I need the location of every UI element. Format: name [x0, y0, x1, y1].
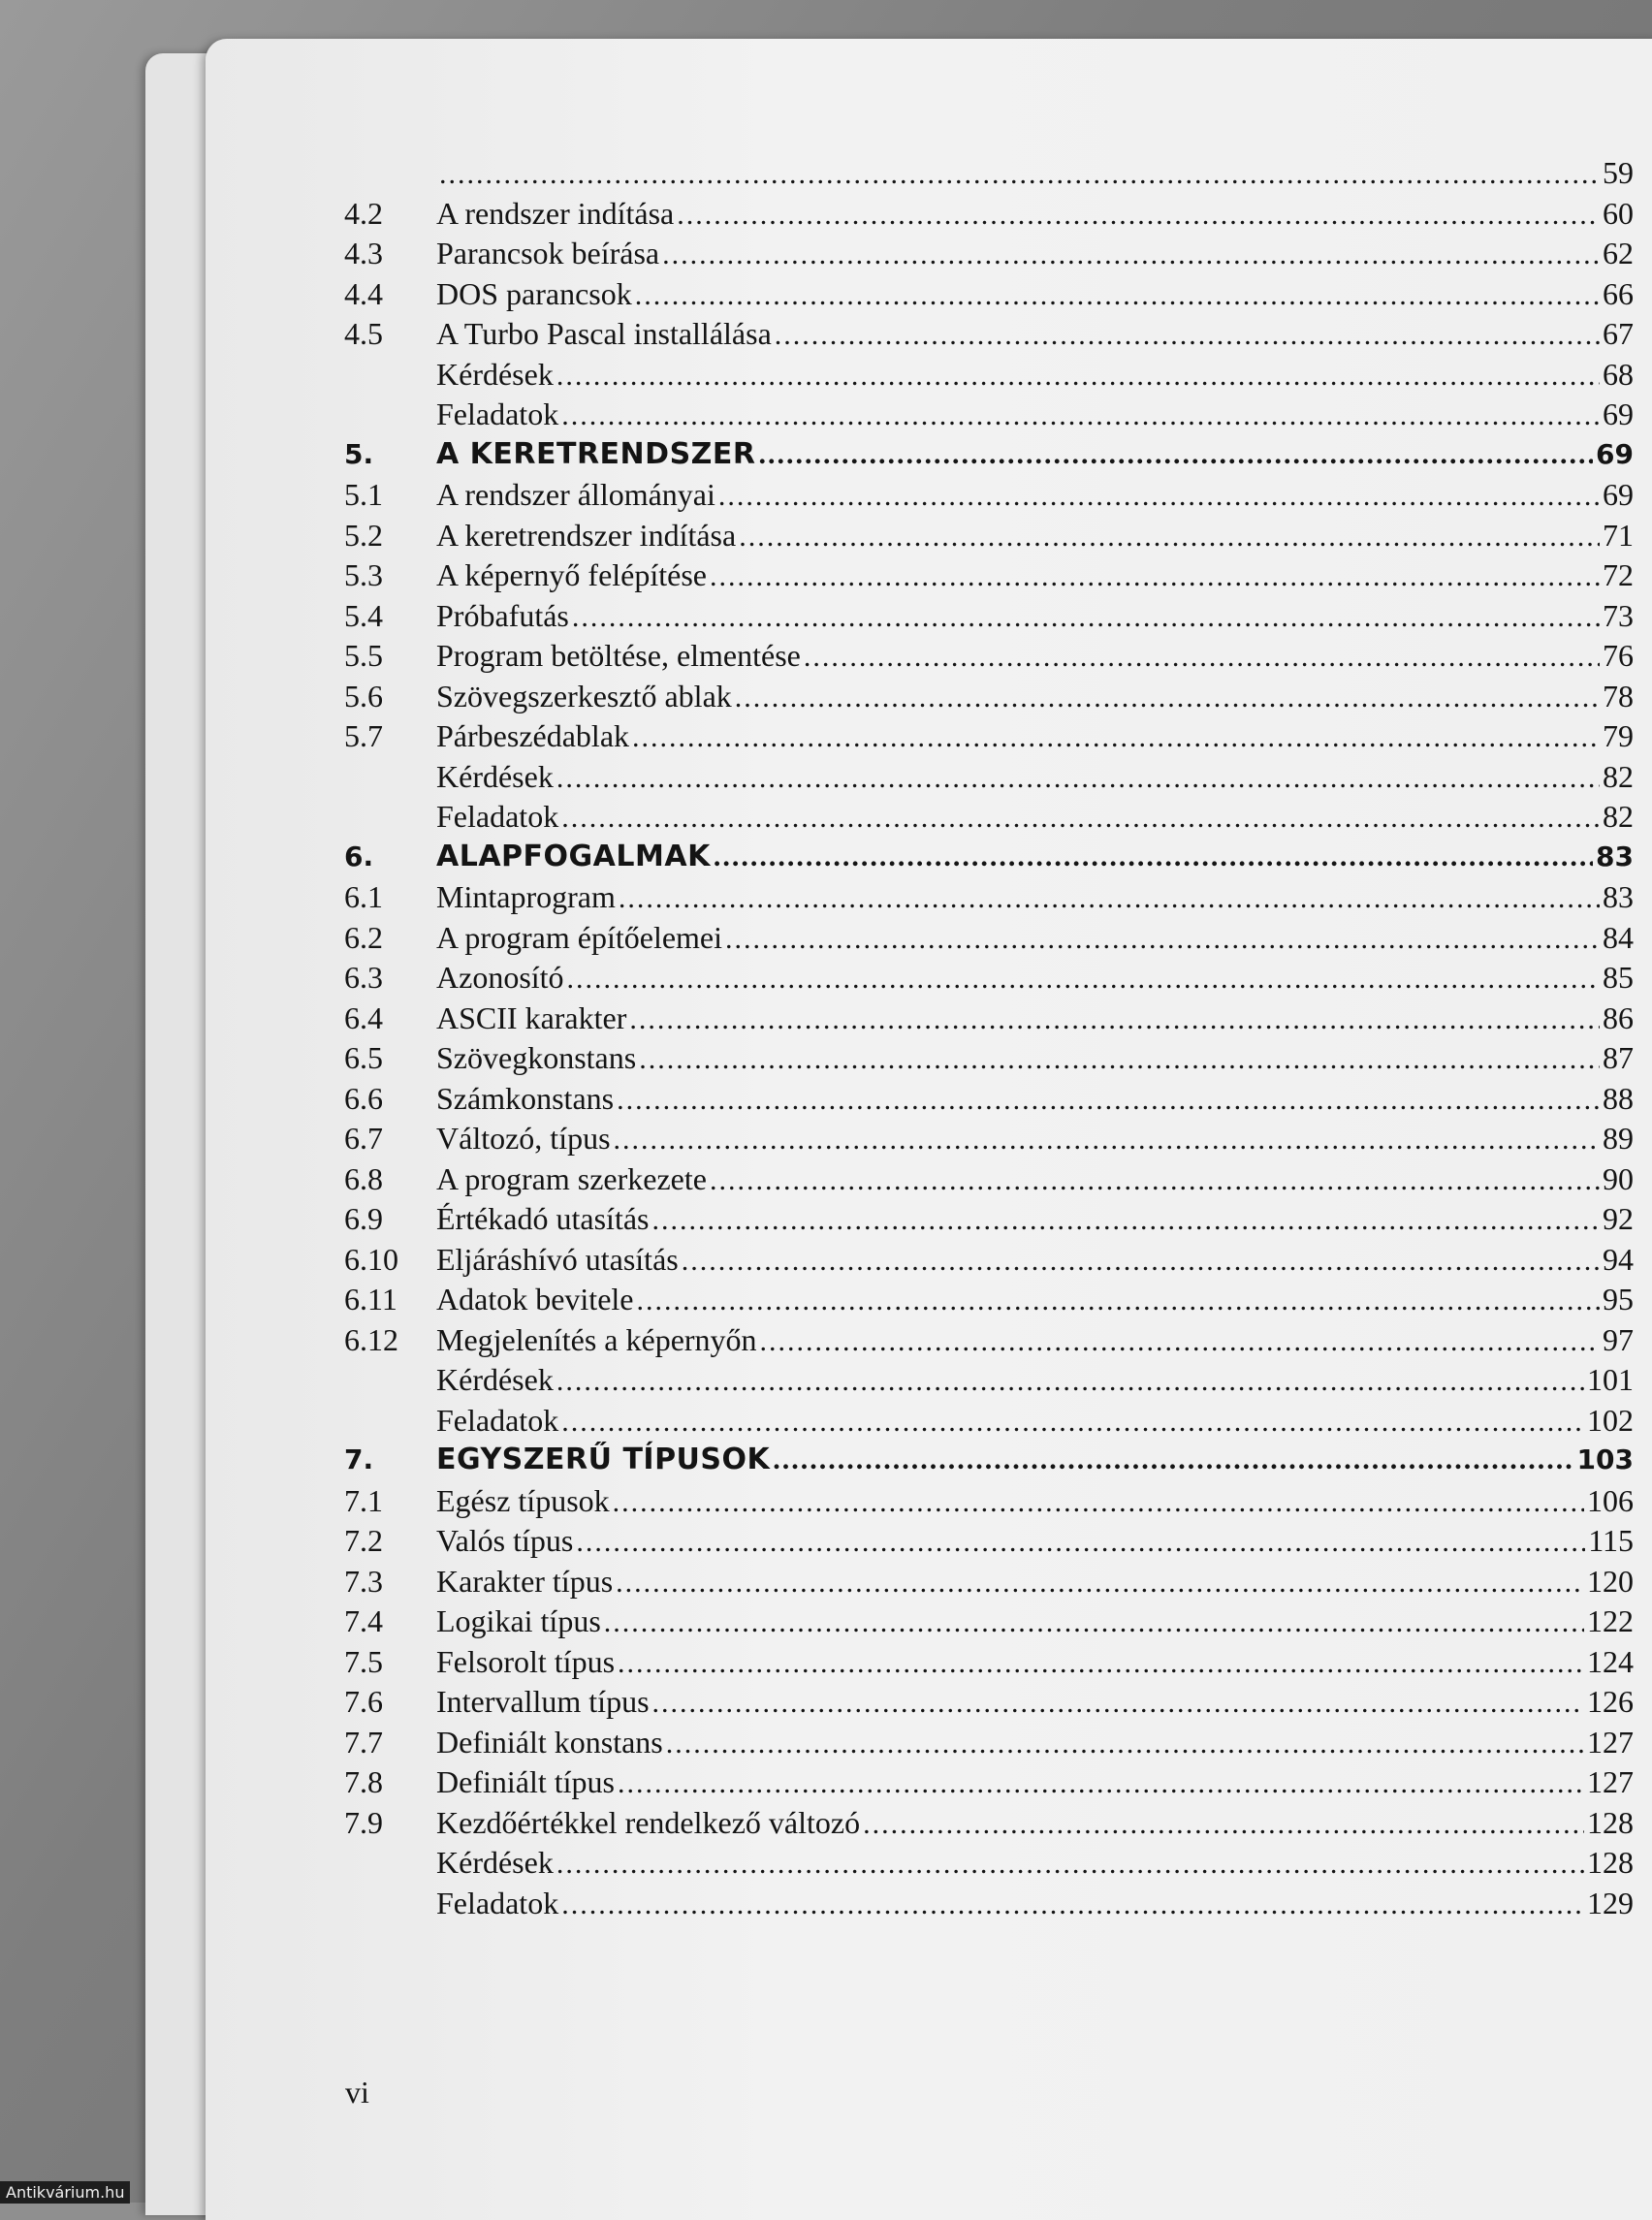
toc-section-row[interactable]	[344, 316, 1634, 355]
toc-section-row[interactable]	[344, 1684, 1634, 1723]
toc-leader-dots	[618, 1767, 1584, 1794]
toc-entry-title: Feladatok	[436, 1402, 559, 1438]
toc-section-row[interactable]	[344, 196, 1634, 235]
toc-leader-dots	[677, 199, 1600, 226]
toc-entry-title: Azonosító	[436, 960, 564, 995]
toc-entry-title: Feladatok	[436, 396, 559, 431]
toc-entry-title: Definiált konstans	[436, 1724, 663, 1760]
toc-entry-title: A program építőelemei	[436, 919, 723, 955]
toc-entry-title: Intervallum típus	[436, 1684, 650, 1719]
toc-leader-dots	[567, 963, 1600, 990]
toc-section-row[interactable]	[344, 1725, 1634, 1763]
toc-entry-title: Eljáráshívó utasítás	[436, 1241, 679, 1277]
toc-entry-number: 6.12	[344, 1321, 398, 1357]
toc-entry-title: DOS parancsok	[436, 275, 632, 311]
toc-leader-dots	[639, 1043, 1600, 1070]
toc-entry-title: Szövegszerkesztő ablak	[436, 678, 732, 714]
toc-page-number: 62	[1603, 236, 1634, 270]
toc-entry-number: 6.6	[344, 1080, 383, 1116]
toc-entry-title: Egész típusok	[436, 1482, 610, 1518]
toc-entry-title: Parancsok beírása	[436, 236, 660, 270]
toc-page-number: 86	[1603, 999, 1634, 1035]
toc-page-number: 124	[1587, 1643, 1634, 1679]
toc-entry-title: Feladatok	[436, 1885, 559, 1920]
toc-leader-dots	[614, 1124, 1600, 1151]
toc-entry-title: A Turbo Pascal installálása	[436, 316, 772, 351]
toc-entry-number: 5.4	[344, 597, 383, 633]
toc-entry-title: Valós típus	[436, 1523, 574, 1558]
toc-entry-title: Szövegkonstans	[436, 1040, 637, 1075]
toc-page-number: 94	[1603, 1241, 1634, 1277]
toc-entry-title: ALAPFOGALMAK	[436, 839, 711, 873]
toc-leader-dots	[629, 1003, 1600, 1031]
toc-section-row[interactable]	[344, 1081, 1634, 1120]
toc-entry-title: ASCII karakter	[436, 999, 627, 1035]
toc-entry-number: 6.5	[344, 1040, 383, 1075]
toc-leader-dots	[439, 158, 1600, 185]
toc-leader-dots	[576, 1526, 1585, 1553]
toc-leader-dots	[604, 1606, 1584, 1633]
toc-entry-title: Megjelenítés a képernyőn	[436, 1321, 757, 1357]
toc-entry-number: 5.7	[344, 718, 383, 753]
toc-page-number: 129	[1587, 1885, 1634, 1920]
toc-page-number: 69	[1603, 477, 1634, 512]
toc-page-number: 126	[1587, 1684, 1634, 1719]
toc-page-number: 72	[1603, 557, 1634, 592]
toc-entry-number: 5.6	[344, 678, 383, 714]
watermark-label: Antikvárium.hu	[0, 2181, 130, 2204]
toc-section-row[interactable]	[344, 396, 1634, 435]
toc-section-row[interactable]	[344, 1040, 1634, 1079]
toc-page-number: 82	[1603, 799, 1634, 834]
toc-entry-title: Feladatok	[436, 799, 559, 834]
toc-page-number: 128	[1587, 1845, 1634, 1880]
toc-entry-number: 5.3	[344, 557, 383, 592]
toc-section-row[interactable]	[344, 638, 1634, 677]
toc-page-number: 79	[1603, 718, 1634, 753]
toc-leader-dots	[635, 279, 1600, 306]
toc-leader-dots	[666, 1728, 1584, 1755]
toc-leader-dots	[632, 721, 1600, 748]
toc-entry-number: 6.8	[344, 1160, 383, 1196]
toc-section-row[interactable]	[344, 1564, 1634, 1602]
toc-leader-dots	[613, 1486, 1584, 1513]
toc-entry-title: Számkonstans	[436, 1080, 615, 1116]
toc-entry-title: Kérdések	[436, 1362, 554, 1397]
toc-entry-number: 7.5	[344, 1643, 383, 1679]
toc-page-number: 73	[1603, 597, 1634, 633]
toc-page-number: 84	[1603, 919, 1634, 955]
toc-entry-title: Kérdések	[436, 1845, 554, 1880]
toc-page-number: 76	[1603, 638, 1634, 673]
toc-leader-dots	[662, 238, 1600, 266]
toc-entry-title: A KERETRENDSZER	[436, 436, 756, 471]
toc-entry-title: A program szerkezete	[436, 1160, 707, 1196]
toc-page-number: 97	[1603, 1321, 1634, 1357]
toc-page-number: 115	[1588, 1523, 1634, 1558]
toc-page-number: 71	[1603, 517, 1634, 553]
toc-section-row[interactable]	[344, 920, 1634, 959]
toc-section-row[interactable]	[344, 1805, 1634, 1844]
toc-page-number: 67	[1603, 316, 1634, 351]
toc-entry-title: Kérdések	[436, 758, 554, 794]
toc-page-number: 127	[1587, 1724, 1634, 1760]
toc-leader-dots	[556, 1848, 1584, 1875]
toc-entry-title: A keretrendszer indítása	[436, 517, 737, 553]
toc-leader-dots	[652, 1687, 1584, 1714]
toc-entry-title: A rendszer indítása	[436, 195, 675, 231]
toc-page-number: 69	[1596, 437, 1634, 470]
toc-section-row[interactable]	[344, 1403, 1634, 1442]
toc-chapter-row[interactable]	[344, 840, 1634, 878]
toc-leader-dots	[618, 1647, 1584, 1674]
toc-section-row[interactable]	[344, 1282, 1634, 1320]
toc-leader-dots	[773, 1443, 1573, 1471]
toc-entry-title: A rendszer állományai	[436, 477, 715, 512]
toc-entry-number: 7.9	[344, 1804, 383, 1840]
toc-entry-number: 4.5	[344, 316, 383, 351]
toc-leader-dots	[616, 1567, 1584, 1594]
toc-page-number: 95	[1603, 1282, 1634, 1316]
toc-section-row[interactable]	[344, 1845, 1634, 1884]
toc-section-row[interactable]	[344, 1161, 1634, 1200]
toc-page-number: 122	[1587, 1603, 1634, 1638]
toc-page-number: 59	[1603, 155, 1634, 190]
toc-entry-title: Próbafutás	[436, 597, 569, 633]
toc-section-row[interactable]	[344, 679, 1634, 717]
toc-entry-number: 5.5	[344, 638, 383, 673]
toc-section-row[interactable]	[344, 960, 1634, 999]
toc-leader-dots	[561, 1888, 1584, 1916]
toc-entry-title: Felsorolt típus	[436, 1643, 616, 1679]
toc-entry-number: 7.8	[344, 1764, 383, 1799]
toc-entry-title: A képernyő felépítése	[436, 557, 707, 592]
toc-entry-title: Értékadó utasítás	[436, 1201, 650, 1236]
toc-leader-dots	[863, 1808, 1584, 1835]
toc-section-row[interactable]	[344, 799, 1634, 838]
toc-page-number: 88	[1603, 1080, 1634, 1116]
toc-page-number: 66	[1603, 275, 1634, 311]
toc-entry-number: 5.	[344, 437, 374, 470]
toc-section-row[interactable]	[344, 1886, 1634, 1924]
toc-entry-number: 6.1	[344, 879, 383, 914]
toc-leader-dots	[561, 1406, 1584, 1433]
toc-section-row[interactable]	[344, 357, 1634, 396]
toc-section-row[interactable]	[344, 718, 1634, 757]
toc-entry-number: 5.2	[344, 517, 383, 553]
toc-leader-dots	[760, 1325, 1600, 1352]
toc-entry-number: 7.4	[344, 1603, 383, 1638]
toc-page-number: 87	[1603, 1040, 1634, 1075]
toc-page-number: 82	[1603, 758, 1634, 794]
toc-page-number: 68	[1603, 356, 1634, 392]
toc-entry-number: 6.	[344, 840, 374, 872]
toc-leader-dots	[651, 1204, 1600, 1231]
toc-entry-number: 6.3	[344, 960, 383, 995]
toc-entry-number: 6.7	[344, 1121, 383, 1156]
toc-page-number: 90	[1603, 1160, 1634, 1196]
toc-leader-dots	[556, 1365, 1584, 1392]
toc-entry-title: Definiált típus	[436, 1764, 615, 1799]
toc-leader-dots	[710, 1164, 1600, 1191]
toc-page-number: 128	[1587, 1804, 1634, 1840]
toc-entry-title: Párbeszédablak	[436, 718, 630, 753]
toc-entry-number: 7.	[344, 1443, 374, 1475]
toc-entry-title: Kezdőértékkel rendelkező változó	[436, 1804, 861, 1840]
toc-leader-dots	[636, 1284, 1600, 1312]
toc-entry-title: Mintaprogram	[436, 879, 616, 914]
toc-page-number: 127	[1587, 1764, 1634, 1799]
toc-entry-number: 5.1	[344, 477, 383, 512]
toc-section-row[interactable]	[344, 155, 1634, 194]
toc-leader-dots	[739, 521, 1600, 548]
toc-page-number: 78	[1603, 678, 1634, 714]
toc-entry-title: EGYSZERŰ TÍPUSOK	[436, 1443, 771, 1476]
toc-entry-number: 7.7	[344, 1724, 383, 1760]
toc-section-row[interactable]	[344, 1362, 1634, 1401]
toc-leader-dots	[804, 641, 1600, 668]
toc-section-row[interactable]	[344, 1644, 1634, 1683]
toc-section-row[interactable]	[344, 1764, 1634, 1803]
toc-entry-number: 7.3	[344, 1563, 383, 1599]
toc-entry-number: 4.3	[344, 236, 383, 270]
toc-entry-number: 7.2	[344, 1523, 383, 1558]
toc-page-number: 103	[1576, 1443, 1634, 1475]
toc-entry-title: Logikai típus	[436, 1603, 601, 1638]
toc-leader-dots	[572, 601, 1600, 628]
toc-leader-dots	[561, 802, 1600, 829]
toc-page-number: 92	[1603, 1201, 1634, 1236]
toc-leader-dots	[619, 882, 1600, 909]
toc-page-number: 106	[1587, 1482, 1634, 1518]
toc-entry-number: 6.9	[344, 1201, 383, 1236]
toc-leader-dots	[617, 1084, 1600, 1111]
toc-section-row[interactable]	[344, 879, 1634, 918]
toc-leader-dots	[735, 682, 1600, 709]
toc-page-number: 101	[1587, 1362, 1634, 1397]
toc-section-row[interactable]	[344, 1523, 1634, 1562]
toc-page-number: 85	[1603, 960, 1634, 995]
toc-entry-title: Program betöltése, elmentése	[436, 638, 801, 673]
toc-entry-title: Karakter típus	[436, 1563, 614, 1599]
toc-page-number: 89	[1603, 1121, 1634, 1156]
toc-entry-number: 7.1	[344, 1482, 383, 1518]
toc-page-number: 60	[1603, 195, 1634, 231]
toc-page-number: 83	[1596, 840, 1634, 872]
page-number-footer: vi	[345, 2075, 369, 2109]
toc-leader-dots	[556, 762, 1600, 789]
toc-section-row[interactable]	[344, 236, 1634, 274]
toc-page-number: 83	[1603, 879, 1634, 914]
toc-section-row[interactable]	[344, 598, 1634, 637]
toc-section-row[interactable]	[344, 518, 1634, 556]
toc-leader-dots	[561, 399, 1600, 427]
toc-section-row[interactable]	[344, 1201, 1634, 1240]
toc-entry-number: 4.2	[344, 195, 383, 231]
toc-section-row[interactable]	[344, 759, 1634, 798]
toc-section-row[interactable]	[344, 1000, 1634, 1039]
toc-section-row[interactable]	[344, 557, 1634, 596]
toc-section-row[interactable]	[344, 477, 1634, 516]
toc-leader-dots	[775, 319, 1600, 346]
toc-entry-number: 6.11	[344, 1282, 397, 1316]
toc-section-row[interactable]	[344, 1322, 1634, 1361]
toc-leader-dots	[759, 438, 1594, 465]
toc-chapter-row[interactable]	[344, 1443, 1634, 1481]
toc-entry-title: Adatok bevitele	[436, 1282, 634, 1316]
toc-leader-dots	[714, 840, 1593, 868]
toc-entry-number: 4.4	[344, 275, 383, 311]
toc-page-number: 120	[1587, 1563, 1634, 1599]
toc-leader-dots	[710, 560, 1600, 587]
toc-leader-dots	[556, 360, 1600, 387]
toc-page-number: 102	[1587, 1402, 1634, 1438]
toc-entry-title: Kérdések	[436, 356, 554, 392]
toc-entry-title: Változó, típus	[436, 1121, 611, 1156]
toc-entry-number: 6.4	[344, 999, 383, 1035]
toc-section-row[interactable]	[344, 1121, 1634, 1159]
toc-page-number: 69	[1603, 396, 1634, 431]
toc-section-row[interactable]	[344, 1603, 1634, 1642]
toc-chapter-row[interactable]	[344, 437, 1634, 476]
toc-section-row[interactable]	[344, 1242, 1634, 1281]
toc-leader-dots	[682, 1245, 1600, 1272]
toc-entry-number: 6.2	[344, 919, 383, 955]
toc-section-row[interactable]	[344, 276, 1634, 315]
toc-entry-number: 7.6	[344, 1684, 383, 1719]
toc-leader-dots	[718, 480, 1600, 507]
toc-section-row[interactable]	[344, 1483, 1634, 1522]
toc-entry-number: 6.10	[344, 1241, 398, 1277]
toc-leader-dots	[725, 923, 1600, 950]
